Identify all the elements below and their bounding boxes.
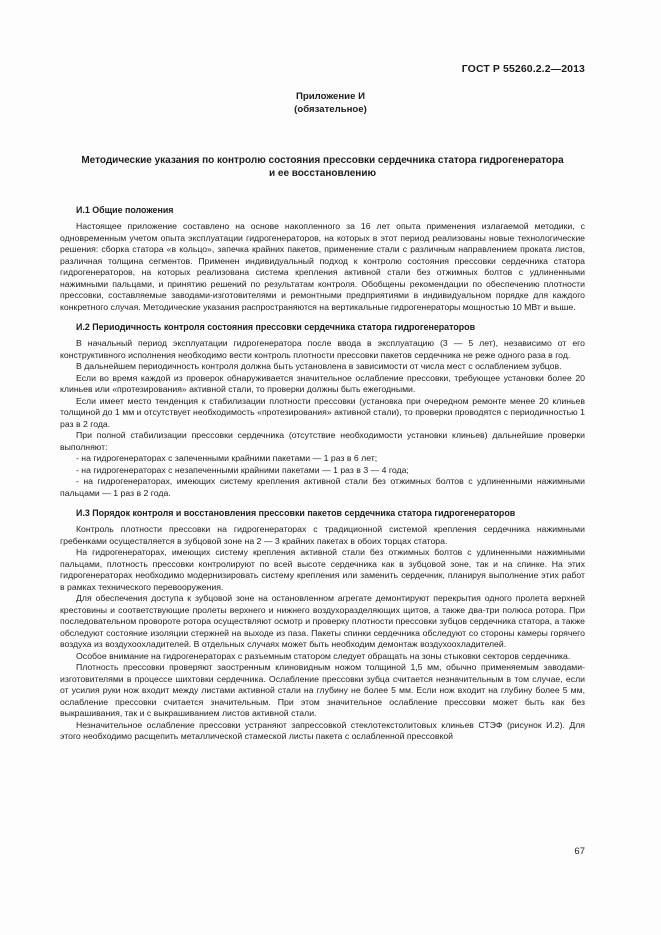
section-heading: И.3 Порядок контроля и восстановления прессовки пакетов сердечника статора гидрогенераторов (76, 508, 516, 518)
section-general (60, 204, 585, 313)
section-procedure (60, 507, 585, 743)
paragraph: На гидрогенераторах, имеющих систему крепления активной стали без отжимных болтов с удлиненными нажимными пальцами, плотность прессовки контролируют по всей высоте сердечника как в зубцовой зоне, так и на спинке. На этих гидрогенераторах необходимо модернизировать систему крепления или заменить сердечник, планируя выполнение этих работ в рамках технического перевооружения. (60, 547, 585, 592)
document-code: ГОСТ Р 55260.2.2—2013 (461, 63, 585, 75)
appendix-heading (0, 90, 661, 116)
list-item: - на гидрогенераторах с запеченными крайними пакетами — 1 раз в 6 лет; (76, 453, 378, 463)
document-title-line-2: и ее восстановлению (268, 168, 377, 179)
section-periodicity (60, 321, 585, 499)
document-body (60, 204, 585, 743)
paragraph: Если имеет место тенденция к стабилизации плотности прессовки (установка при очередном ремонте менее 20 клиньев толщиной до 1 мм и отсутствует необходимость «протезирования» активной стали), то проверки проводятся с периодичностью 1 раз в 2 года. (60, 395, 585, 429)
page-number: 67 (574, 846, 585, 857)
section-heading: И.1 Общие положения (76, 205, 174, 215)
section-heading: И.2 Периодичность контроля состояния прессовки сердечника статора гидрогенераторов (76, 322, 476, 332)
paragraph: Незначительное ослабление прессовки устраняют запрессовкой стеклотекстолитовых клиньев СТЭФ (рисунок И.2). Для этого необходимо расщепить металлической стамеской листы пакета с ослабленной прессовкой (60, 719, 585, 741)
paragraph: В дальнейшем периодичность контроля должна быть установлена в зависимости от числа мест с ослаблением зубцов. (76, 361, 562, 371)
paragraph: В начальный период эксплуатации гидрогенератора после ввода в эксплуатацию (3 — 5 лет), независимо от его конструктивного исполнения необходимо вести контроль плотности прессовки пакетов сердечника не реже одного раза в год. (60, 338, 585, 360)
appendix-subtitle: (обязательное) (294, 104, 367, 115)
appendix-title: Приложение И (296, 91, 365, 102)
document-title-line-1: Методические указания по контролю состояния прессовки сердечника статора гидрогенератора (81, 155, 564, 166)
paragraph: При полной стабилизации прессовки сердечника (отсутствие необходимости установки клиньев) дальнейшие проверки выполняют: (60, 430, 585, 452)
list-item: - на гидрогенераторах с незапеченными крайними пакетами — 1 раз в 3 — 4 года; (76, 464, 409, 475)
list-item: - на гидрогенераторах, имеющих систему крепления активной стали без отжимных болтов с удлиненными нажимными пальцами — 1 раз в 2 года. (60, 476, 585, 498)
paragraph: Если во время каждой из проверок обнаруживается значительное ослабление прессовки, требующее установки более 20 клиньев или «протезирования» активной стали, то проверки должны быть ежегодными. (60, 372, 585, 394)
paragraph: Плотность прессовки проверяют заостренным клиновидным ножом толщиной 1,5 мм, обычно применяемым заводами-изготовителями в процессе шихтовки сердечника. Ослабление прессовки зубца считается незначительным в том случае, если от усилия руки нож входит между листами активной стали на глубину не более 5 мм. Если нож входит на глубину более 5 мм, ослабление прессовки считается значительным. При этом значительное ослабление прессовки может быть как без выкрашивания, так и с выкрашиванием листов активной стали. (60, 662, 585, 718)
paragraph: Особое внимание на гидрогенераторах с разъемным статором следует обращать на зоны стыковки секторов сердечника. (76, 650, 571, 661)
paragraph: Настоящее приложение составлено на основе накопленного за 16 лет опыта применения излагаемой методики, с одновременным учетом опыта эксплуатации гидрогенераторов, на которых в этот период реализованы новые технологические решения: сборка статора «в кольцо», запечка крайних пакетов, применение стали с различным направлением проката листов, различная толщина сегментов. Применен индивидуальный подход к контролю состояния прессовки сердечника статора гидрогенераторов, на которых реализована система крепления активной стали без отжимных болтов с удлиненными нажимными пальцами, и принятию решений по результатам контроля. Обобщены рекомендации по обеспечению плотности прессовки, составляемые заводами-изготовителями и ремонтными предприятиями в индивидуальном порядке для каждого конкретного случая. Методические указания распространяются на вертикальные гидрогенераторы мощностью 10 МВт и выше. (60, 221, 585, 312)
document-title (60, 154, 585, 180)
paragraph: Для обеспечения доступа к зубцовой зоне на остановленном агрегате демонтируют перекрытия одного пролета верхней крестовины и соответствующие пролеты верхнего и нижнего воздухоразделяющих щитов, а также два-три полюса ротора. При последовательном провороте ротора осуществляют осмотр и проверку плотности прессовки зубцов сердечника статора, а также обследуют состояние изоляции стержней на выходе из паза. Пакеты спинки сердечника обследуют со стороны камеры горячего воздуха из воздухоохладителей. В отдельных случаях может быть необходим демонтаж воздухоохладителей. (60, 593, 585, 649)
paragraph: Контроль плотности прессовки на гидрогенераторах с традиционной системой крепления сердечника нажимными гребенками осуществляется в зубцовой зоне на 2 — 3 крайних пакетах в обоих торцах статора. (60, 524, 585, 546)
